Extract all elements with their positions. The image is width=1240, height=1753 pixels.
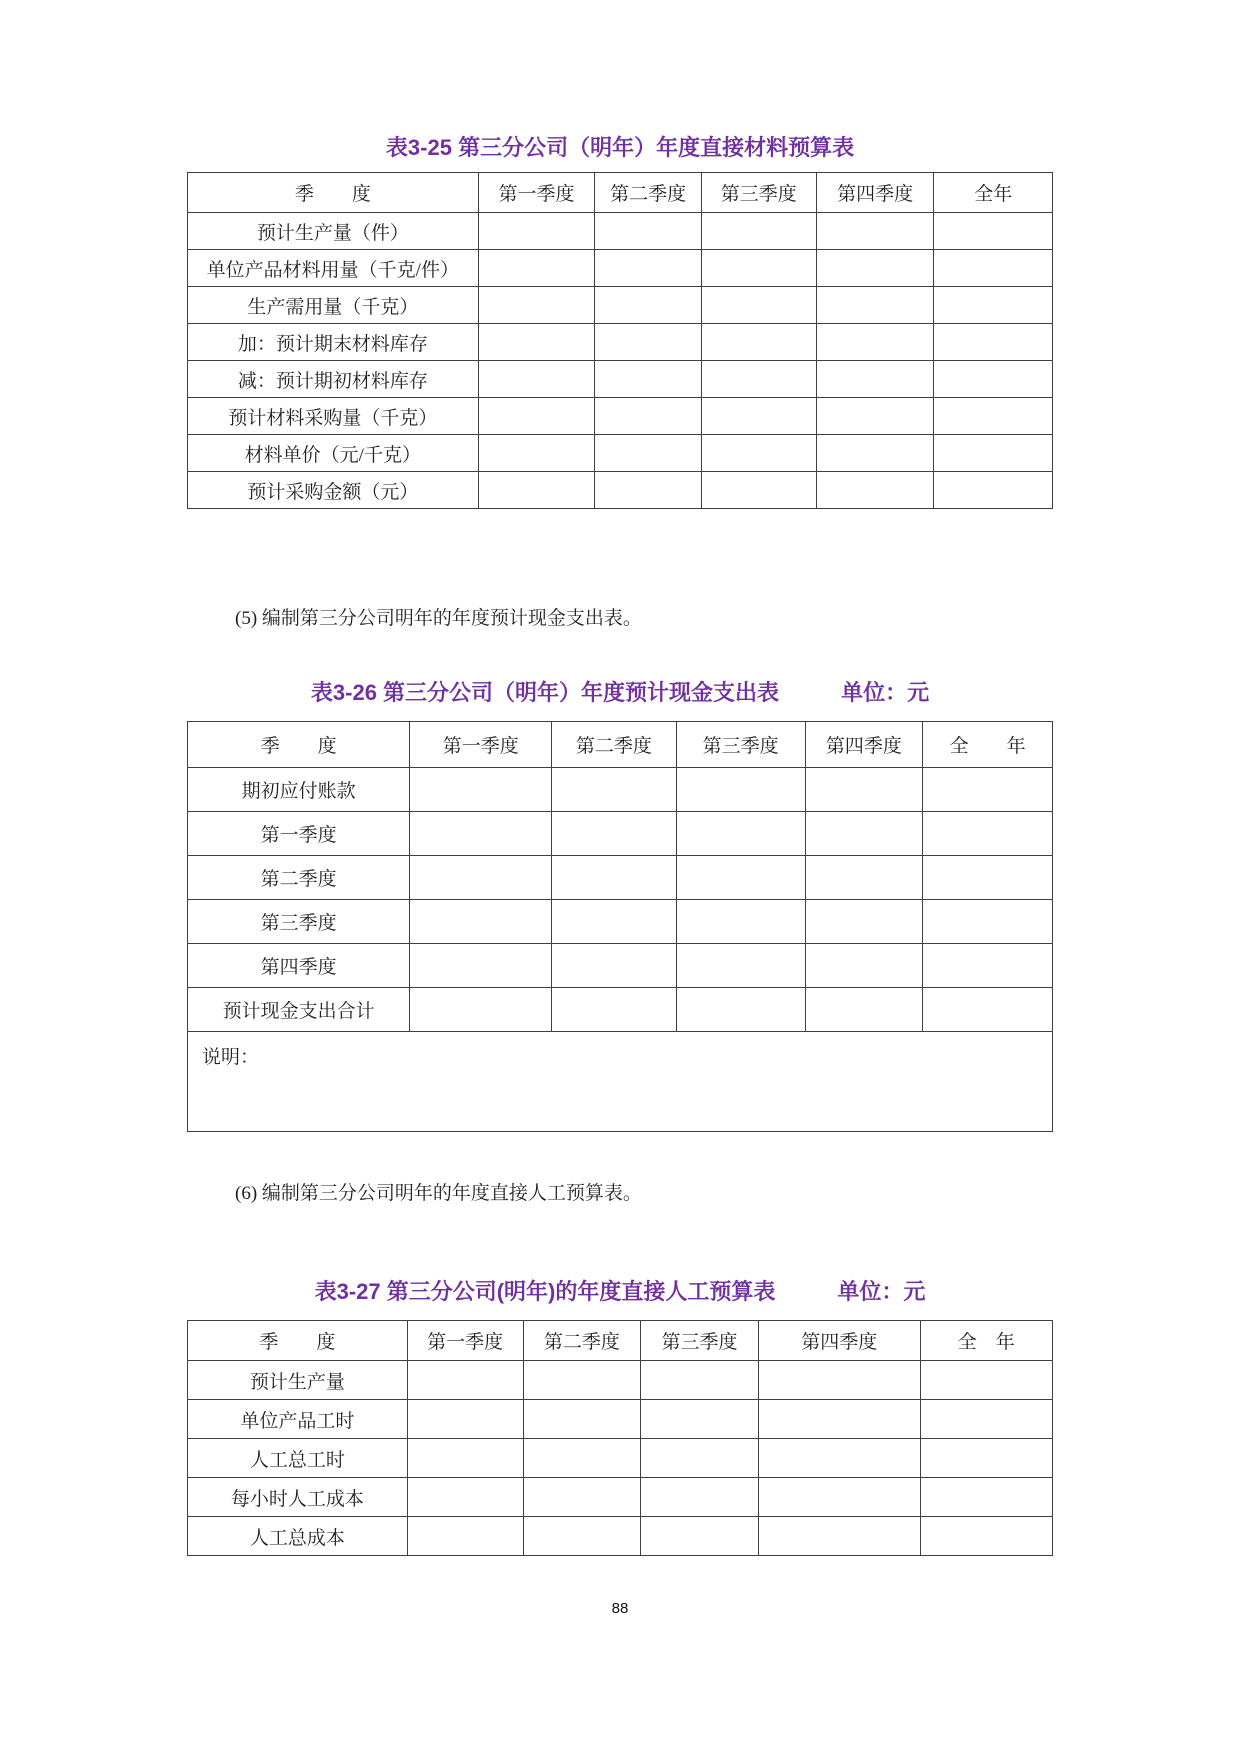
table-row: [188, 1517, 1053, 1556]
empty-cell: [923, 988, 1053, 1032]
table-3-26: [187, 721, 1053, 1132]
paragraph-step-5: (5) 编制第三分公司明年的年度预计现金支出表。: [235, 608, 642, 629]
row-label-cell: 预计采购金额（元）: [188, 472, 479, 509]
table-row: [188, 768, 1053, 812]
empty-cell: [478, 324, 595, 361]
empty-cell: [641, 1517, 759, 1556]
empty-cell: [595, 361, 701, 398]
table-3-25-title: 表3-25 第三分公司（明年）年度直接材料预算表: [385, 135, 855, 160]
empty-cell: [407, 1517, 523, 1556]
empty-cell: [816, 250, 934, 287]
table-3-26-unit-label: 单位：元: [841, 680, 930, 705]
empty-cell: [407, 1361, 523, 1400]
empty-cell: [595, 398, 701, 435]
empty-cell: [478, 472, 595, 509]
empty-cell: [701, 398, 816, 435]
empty-cell: [478, 398, 595, 435]
empty-cell: [552, 988, 677, 1032]
empty-cell: [701, 472, 816, 509]
empty-cell: [478, 361, 595, 398]
empty-cell: [701, 213, 816, 250]
empty-cell: [523, 1478, 641, 1517]
table-row: [188, 361, 1053, 398]
table-row: [188, 324, 1053, 361]
row-label-cell: 第四季度: [188, 944, 410, 988]
empty-cell: [552, 812, 677, 856]
table-3-27: [187, 1320, 1053, 1556]
row-label-cell: 期初应付账款: [188, 768, 410, 812]
table-row: [188, 988, 1053, 1032]
empty-cell: [641, 1478, 759, 1517]
row-label-cell: 预计材料采购量（千克）: [188, 398, 479, 435]
table-row: [188, 435, 1053, 472]
header-cell-q3: 第三季度: [676, 722, 805, 768]
empty-cell: [816, 324, 934, 361]
empty-cell: [595, 250, 701, 287]
page-content: [187, 0, 1053, 1617]
row-label-cell: 第二季度: [188, 856, 410, 900]
empty-cell: [816, 398, 934, 435]
row-label-cell: 人工总工时: [188, 1439, 408, 1478]
empty-cell: [805, 856, 923, 900]
empty-cell: [523, 1439, 641, 1478]
empty-cell: [758, 1439, 920, 1478]
header-cell-quarter: 季 度: [188, 722, 410, 768]
row-label-cell: 预计现金支出合计: [188, 988, 410, 1032]
empty-cell: [816, 435, 934, 472]
empty-cell: [641, 1439, 759, 1478]
empty-cell: [920, 1517, 1052, 1556]
empty-cell: [758, 1361, 920, 1400]
empty-cell: [934, 361, 1053, 398]
table-note-row: [188, 1032, 1053, 1132]
header-cell-q2: 第二季度: [595, 173, 701, 213]
empty-cell: [641, 1400, 759, 1439]
table-row: [188, 944, 1053, 988]
empty-cell: [595, 324, 701, 361]
header-cell-q2: 第二季度: [552, 722, 677, 768]
header-cell-year: 全 年: [923, 722, 1053, 768]
empty-cell: [805, 988, 923, 1032]
empty-cell: [523, 1361, 641, 1400]
row-label-cell: 单位产品材料用量（千克/件）: [188, 250, 479, 287]
empty-cell: [923, 944, 1053, 988]
table-row: [188, 250, 1053, 287]
empty-cell: [701, 361, 816, 398]
empty-cell: [934, 250, 1053, 287]
empty-cell: [816, 213, 934, 250]
empty-cell: [816, 287, 934, 324]
table-3-26-title-text: 表3-26 第三分公司（明年）年度预计现金支出表: [310, 680, 780, 705]
empty-cell: [595, 435, 701, 472]
header-cell-quarter: 季 度: [188, 1321, 408, 1361]
empty-cell: [552, 768, 677, 812]
empty-cell: [920, 1478, 1052, 1517]
row-label-cell: 材料单价（元/千克）: [188, 435, 479, 472]
page-number: 88: [611, 1600, 629, 1617]
empty-cell: [923, 812, 1053, 856]
row-label-cell: 单位产品工时: [188, 1400, 408, 1439]
paragraph-step-6: (6) 编制第三分公司明年的年度直接人工预算表。: [235, 1183, 642, 1204]
table-header-row: [188, 173, 1053, 213]
empty-cell: [758, 1517, 920, 1556]
table-row: [188, 1478, 1053, 1517]
empty-cell: [934, 324, 1053, 361]
empty-cell: [701, 250, 816, 287]
note-cell: 说明：: [188, 1032, 1053, 1132]
header-cell-q3: 第三季度: [701, 173, 816, 213]
empty-cell: [478, 435, 595, 472]
empty-cell: [407, 1439, 523, 1478]
empty-cell: [701, 324, 816, 361]
empty-cell: [676, 768, 805, 812]
header-cell-q1: 第一季度: [410, 722, 552, 768]
empty-cell: [805, 768, 923, 812]
table-row: [188, 900, 1053, 944]
header-cell-q1: 第一季度: [407, 1321, 523, 1361]
header-cell-q3: 第三季度: [641, 1321, 759, 1361]
empty-cell: [805, 944, 923, 988]
empty-cell: [410, 856, 552, 900]
empty-cell: [920, 1361, 1052, 1400]
empty-cell: [758, 1478, 920, 1517]
empty-cell: [805, 812, 923, 856]
table-row: [188, 213, 1053, 250]
empty-cell: [816, 472, 934, 509]
table-row: [188, 1361, 1053, 1400]
row-label-cell: 每小时人工成本: [188, 1478, 408, 1517]
empty-cell: [523, 1400, 641, 1439]
row-label-cell: 人工总成本: [188, 1517, 408, 1556]
table-row: [188, 812, 1053, 856]
empty-cell: [407, 1400, 523, 1439]
empty-cell: [923, 900, 1053, 944]
empty-cell: [595, 472, 701, 509]
empty-cell: [552, 900, 677, 944]
table-row: [188, 1400, 1053, 1439]
empty-cell: [676, 900, 805, 944]
header-cell-year: 全 年: [920, 1321, 1052, 1361]
row-label-cell: 第一季度: [188, 812, 410, 856]
empty-cell: [478, 213, 595, 250]
empty-cell: [934, 287, 1053, 324]
table-3-27-unit-label: 单位：元: [837, 1279, 926, 1304]
table-row: [188, 856, 1053, 900]
table-3-25: [187, 172, 1053, 509]
empty-cell: [816, 361, 934, 398]
empty-cell: [552, 944, 677, 988]
empty-cell: [934, 398, 1053, 435]
empty-cell: [595, 213, 701, 250]
empty-cell: [701, 435, 816, 472]
table-row: [188, 287, 1053, 324]
empty-cell: [410, 812, 552, 856]
header-cell-q2: 第二季度: [523, 1321, 641, 1361]
empty-cell: [407, 1478, 523, 1517]
header-cell-year: 全年: [934, 173, 1053, 213]
row-label-cell: 预计生产量（件）: [188, 213, 479, 250]
empty-cell: [676, 988, 805, 1032]
empty-cell: [552, 856, 677, 900]
table-row: [188, 472, 1053, 509]
empty-cell: [701, 287, 816, 324]
empty-cell: [676, 856, 805, 900]
table-row: [188, 1439, 1053, 1478]
header-cell-quarter: 季 度: [188, 173, 479, 213]
row-label-cell: 加：预计期末材料库存: [188, 324, 479, 361]
header-cell-q4: 第四季度: [805, 722, 923, 768]
empty-cell: [478, 287, 595, 324]
empty-cell: [410, 900, 552, 944]
row-label-cell: 生产需用量（千克）: [188, 287, 479, 324]
empty-cell: [923, 856, 1053, 900]
header-cell-q4: 第四季度: [758, 1321, 920, 1361]
table-3-27-title-text: 表3-27 第三分公司(明年)的年度直接人工预算表: [314, 1279, 776, 1304]
empty-cell: [920, 1439, 1052, 1478]
empty-cell: [934, 472, 1053, 509]
empty-cell: [523, 1517, 641, 1556]
row-label-cell: 预计生产量: [188, 1361, 408, 1400]
empty-cell: [410, 768, 552, 812]
empty-cell: [758, 1400, 920, 1439]
table-3-26-title: [187, 679, 1053, 707]
empty-cell: [805, 900, 923, 944]
empty-cell: [923, 768, 1053, 812]
table-header-row: [188, 722, 1053, 768]
empty-cell: [934, 435, 1053, 472]
table-row: [188, 398, 1053, 435]
empty-cell: [676, 944, 805, 988]
empty-cell: [641, 1361, 759, 1400]
header-cell-q1: 第一季度: [478, 173, 595, 213]
empty-cell: [410, 944, 552, 988]
table-3-27-title: [187, 1278, 1053, 1306]
row-label-cell: 减：预计期初材料库存: [188, 361, 479, 398]
top-margin: [187, 0, 1053, 134]
empty-cell: [410, 988, 552, 1032]
empty-cell: [595, 287, 701, 324]
empty-cell: [478, 250, 595, 287]
row-label-cell: 第三季度: [188, 900, 410, 944]
empty-cell: [934, 213, 1053, 250]
table-header-row: [188, 1321, 1053, 1361]
header-cell-q4: 第四季度: [816, 173, 934, 213]
empty-cell: [920, 1400, 1052, 1439]
empty-cell: [676, 812, 805, 856]
